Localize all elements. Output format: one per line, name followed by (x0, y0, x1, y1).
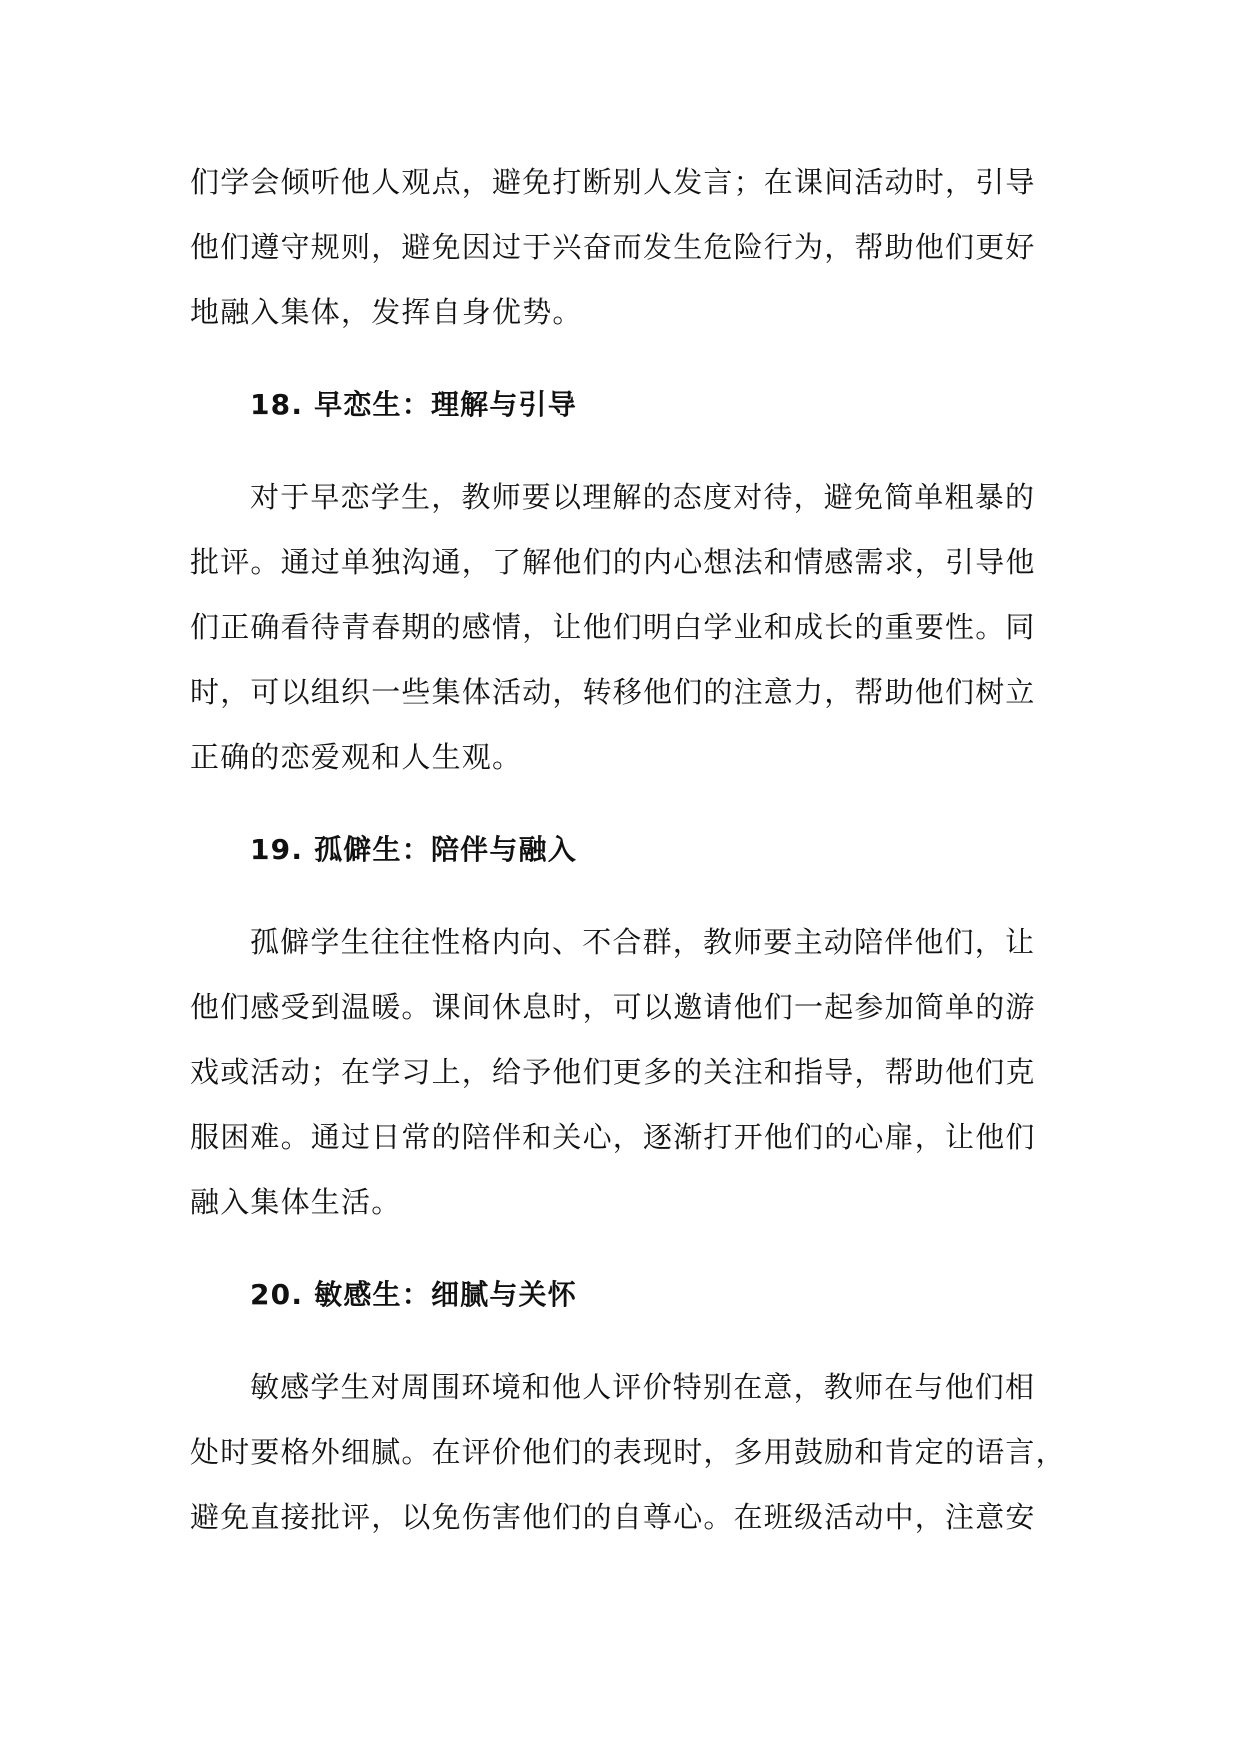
paragraph-line: 避免直接批评，以免伤害他们的自尊心。在班级活动中，注意安 (190, 1500, 1036, 1534)
paragraph-line: 们学会倾听他人观点，避免打断别人发言；在课间活动时，引导 (190, 165, 1036, 199)
paragraph-line: 戏或活动；在学习上，给予他们更多的关注和指导，帮助他们克 (190, 1055, 1036, 1089)
paragraph-line: 他们感受到温暖。课间休息时，可以邀请他们一起参加简单的游 (190, 990, 1036, 1024)
paragraph-line: 对于早恋学生，教师要以理解的态度对待，避免简单粗暴的 (250, 480, 1036, 514)
paragraph-line: 正确的恋爱观和人生观。 (190, 740, 523, 774)
paragraph-line: 时，可以组织一些集体活动，转移他们的注意力，帮助他们树立 (190, 675, 1036, 709)
paragraph-line: 孤僻学生往往性格内向、不合群，教师要主动陪伴他们，让 (250, 925, 1036, 959)
paragraph-line: 批评。通过单独沟通，了解他们的内心想法和情感需求，引导他 (190, 545, 1036, 579)
paragraph-line: 处时要格外细腻。在评价他们的表现时，多用鼓励和肯定的语言， (190, 1435, 1066, 1469)
paragraph-line: 服困难。通过日常的陪伴和关心，逐渐打开他们的心扉，让他们 (190, 1120, 1036, 1154)
section-heading-18: 18. 早恋生：理解与引导 (250, 388, 577, 421)
paragraph-line: 融入集体生活。 (190, 1185, 402, 1219)
paragraph-line: 敏感学生对周围环境和他人评价特别在意，教师在与他们相 (250, 1370, 1036, 1404)
paragraph-line: 们正确看待青春期的感情，让他们明白学业和成长的重要性。同 (190, 610, 1036, 644)
section-heading-19: 19. 孤僻生：陪伴与融入 (250, 833, 577, 866)
paragraph-line: 地融入集体，发挥自身优势。 (190, 295, 583, 329)
section-heading-20: 20. 敏感生：细腻与关怀 (250, 1278, 577, 1311)
paragraph-line: 他们遵守规则，避免因过于兴奋而发生危险行为，帮助他们更好 (190, 230, 1036, 264)
